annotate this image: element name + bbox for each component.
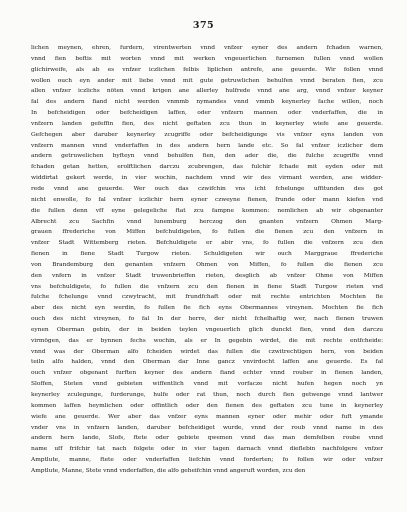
text-line: Albrecht zcu Sachfin vnnd lunemburg herczog den gnanten vnfzern Ohmen Marg-: [31, 218, 383, 225]
text-line: In befcheidigen oder befcheidigen laffen, oder vnfzern mannen oder vnderfaffen, die in: [31, 110, 383, 117]
text-line: keynerley zculegunge, furderunge, hulfe oder rat thun, noch durch fien getwenge vnnd lantwer: [31, 392, 383, 398]
text-line: vns befchuldigete, fo fullen die vnfzern zcu den fienen in fiene Stadt Turgow rieten vnd: [31, 283, 383, 290]
text-line: name uff frifchir tat nach folgete oder in vier tagen darnach vnnd dieflebin nachfolgere vnfzer: [31, 446, 383, 453]
text-line: die fullen denn vff eyne gelegeliche ftat zcu fampne kommen: nemlichen ab wir obgenanter: [31, 207, 383, 214]
text-line: fal des andern fiand nicht werden vnmmb nymandes vnnd vmmb keynerley fache willen, noch: [31, 99, 383, 106]
text-line: teiln alfo halden, vnnd den Oberman dar Inne gancz vnvirdocht laffen ane geuerde. Es fal: [31, 359, 383, 366]
text-line: vnfzer Stadt Wittemberg rieten. Befchuldigete er abir vns, fo fullen die vnfzern zcu den: [31, 240, 383, 247]
text-line: rede vnnd ane geuerde. Wer ouch das czwifchin vns icht fchelunge uffitunden des got: [31, 185, 383, 192]
body-text: [31, 43, 383, 477]
page-number: 375: [192, 20, 215, 31]
text-line: wollen ouch eyn ander mit liebe vnnd mit gute getruwlichen behulfen vnnd beraten fien, zcu: [31, 77, 383, 84]
text-line: grauen ffrederiche von Miffen befchuldigeten, fo fullen die fienen zcu den vnfzern in: [31, 229, 383, 236]
text-line: andern hern lande, Slofs, ftete oder gebiete qwemen vnnd das man demfelben roube vnnd: [31, 435, 383, 442]
text-line: vnfzern landen gefeffin fien, des nicht geftaten zcu thun in keynerley wiefe ane geuerde.: [31, 120, 383, 127]
text-line: vnder vns in vnfzern landen, daruber befcheidiget wurde, vnnd der roub vnnd name in des: [31, 424, 383, 431]
text-line: widdirtat gekert werde, in vier wochin, nachdem vnnd wir des virmant werden, ane widder-: [31, 175, 383, 182]
text-line: von Brandemburg den genanten vnfzern Ohmen von Miffen, fo fullen die fienen zcu: [31, 261, 383, 268]
text-line: vnnd was der Oberman alfo fcheiden wirdet das fullen die czwitrechtigen hern, von beiden: [31, 348, 383, 355]
text-line: fienen in fiene Stadt Turgow rieten. Schuldigeten wir ouch Marggraue ffrederiche: [31, 251, 383, 258]
text-line: vnfzern mannen vnnd vnderfaffen in des andern hern lande etc. So fal vnfzer iczlicher dem: [31, 142, 383, 149]
text-line: wiefe ane geuerde. Wer aber das vnfzer eyns mannen eyner oder mehir oder fuft ymande: [31, 413, 383, 420]
text-line: Amptlute, manne, ftete oder vnderfaffen liefchin vnnd forderten; fo follen wir oder vnfzer: [31, 457, 383, 464]
text-line: allen vnfzer iczlichs nöten vnnd krigen ane allerley hulfrede vnnd ane arg, vnnd vnfzer keyner: [31, 88, 383, 95]
text-line: fchaden getan hetten, erolftlichen darczu zcubrengen, das fulchir fchade mit eyden oder mit: [31, 164, 383, 171]
text-line: fulche fchelunge vnnd czwytracht, mit frundfchaft oder mit rechte entrichten Mochten fie: [31, 294, 383, 301]
text-line: Sloffen, Steten vnnd gebieten wiffentlich vnnd mit vorfacze nicht hufen hegen noch yn: [31, 381, 383, 388]
text-line: virmögen, das er bynnen fechs wochin, als er In gegebin wirdet, die mit rechte entfcheide:: [31, 337, 383, 344]
text-line: Amptlute, Manne, Stete vnnd vnderfaffen, die alfo geheifchin vnnd angeruft worden, zcu den: [31, 467, 306, 474]
text-line: kommen laffen heymlichen oder offintlich oder den fienen des geftaten zcu tune in keynerley: [31, 402, 383, 409]
text-line: eynen Oberman gebin, der in beiden teylen vngeuerlich glich dunckt fien, vnnd den darczu: [31, 326, 383, 333]
text-line: glichirweife, als ab es vnfzer iczlichen felbis liplichen antrefe, ane geuerde. Wir follen vnnd: [31, 66, 383, 73]
text-line: vnnd fien beftis mit worten vnnd mit werken vngeuerlichen furnemen fullen vnnd wollen: [31, 55, 383, 62]
text-line: nicht enwolle, fo fal vnfzer iczlichir hern eyner czweyne fienen, frunde oder mann kiefen vnd: [31, 196, 383, 203]
text-line: Gefchegen aber daruber keynerley zcugriffe oder befcheidigunge vis vnfzer eyns landen von: [31, 131, 383, 138]
text-line: andern getruwelichen byfteyn vnnd behulfen fien, den ader die, die fulche zcugriffe vnnd: [31, 153, 383, 160]
text-line: den vnfern in vnfzer Stadt truwenbrieffen rieten, desglich ab vnfzer Ohme von Miffen: [31, 272, 383, 279]
text-line: aber des nicht eyn werdin, fo fullen fie fich eyns Obermannes vireynen. Mochten fie fich: [31, 305, 383, 312]
text-line: ouch vnfzer obgenant furften keyner des andern fiand echter vnnd rouber in fienen landen,: [31, 370, 383, 377]
text-line: lichen meynen, ehren, furdern, virentwerten vnnd vnfzer eyner des andern fchaden warnen,: [31, 45, 383, 51]
text-line: ouch des nicht vireynen, fo fal In der herre, der nicht fchelhaftig wer, nach fienen truwen: [31, 316, 383, 323]
